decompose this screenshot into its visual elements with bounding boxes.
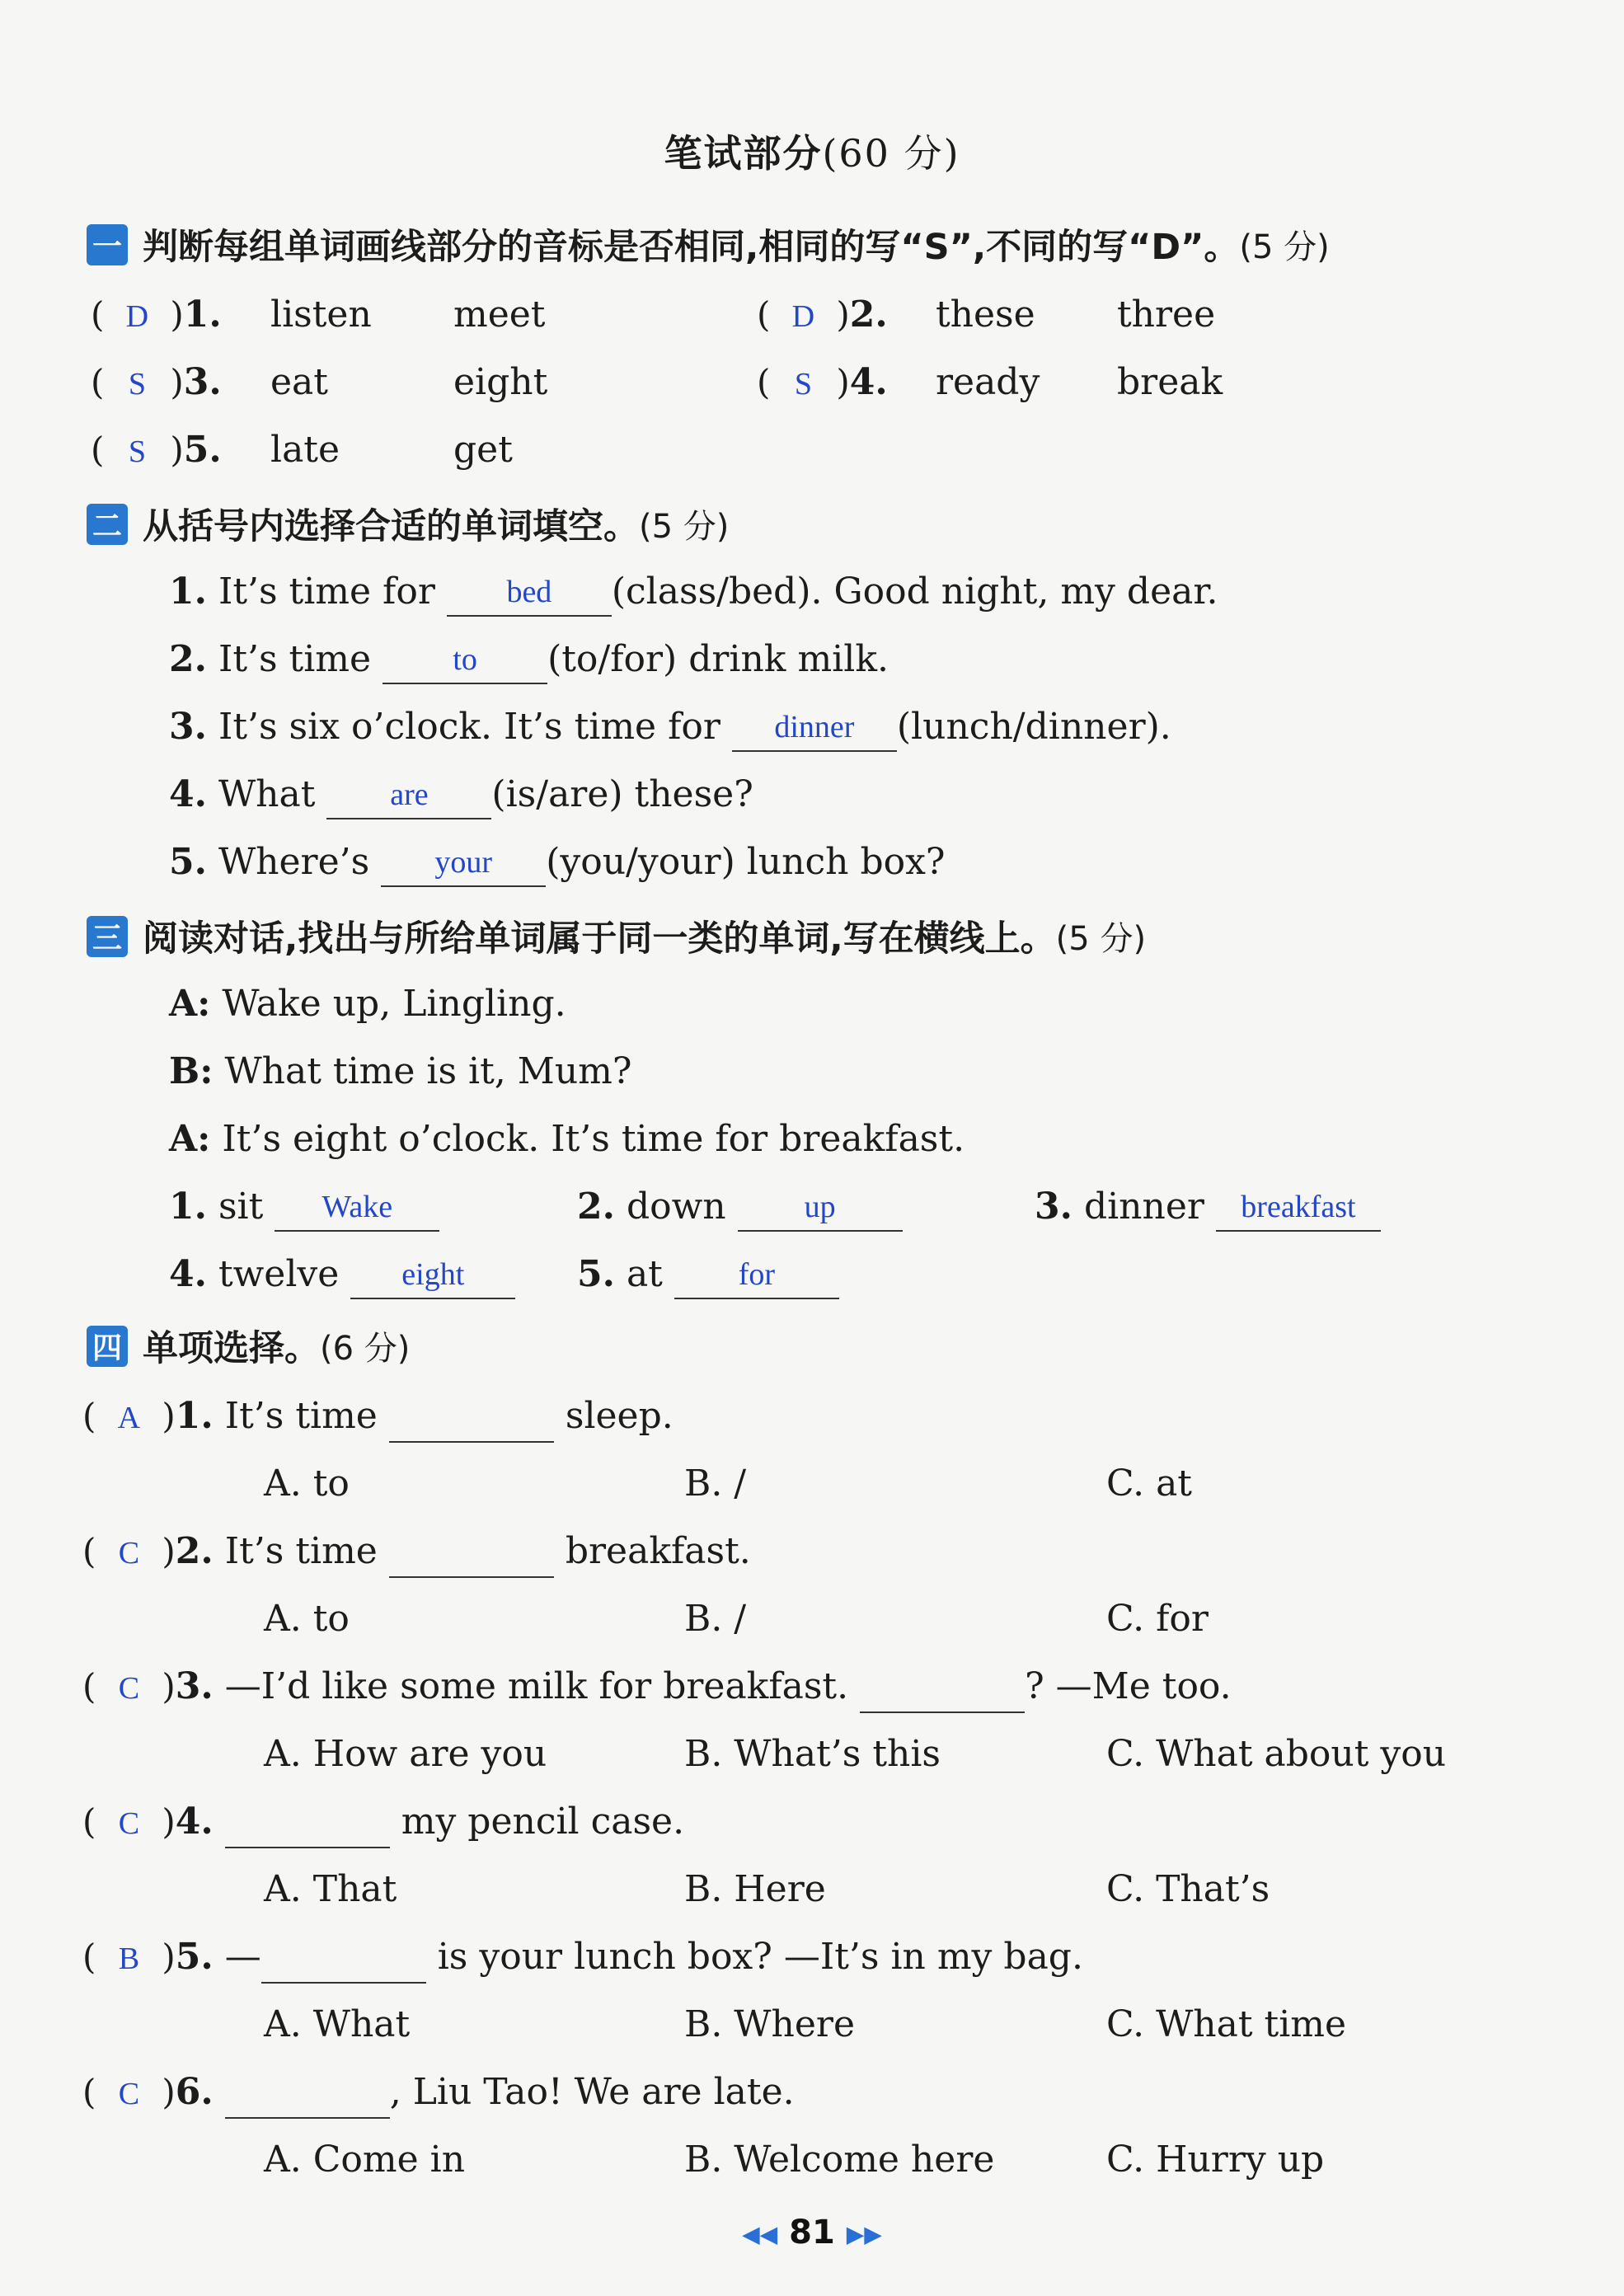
s3-item-1	[169, 1182, 439, 1232]
section-4-instruction: 单项选择。	[143, 1328, 320, 1369]
item-number: 1.	[169, 570, 207, 613]
s3-item-4	[169, 1250, 515, 1299]
item-number: 4.	[169, 773, 207, 815]
next-page-icon: ▶▶	[846, 2220, 882, 2248]
answer-text: S	[128, 367, 146, 401]
item-number: 6.	[175, 2071, 214, 2113]
title-score: (60 分)	[822, 131, 960, 176]
word: eight	[453, 361, 548, 403]
fill-blank: breakfast	[1216, 1190, 1381, 1232]
s1-item-3: ( S )3.	[91, 358, 222, 407]
s1-item-3-word-1	[270, 358, 328, 407]
s1-item-4: ( S )4.	[757, 358, 888, 407]
item-number: 3.	[169, 706, 207, 748]
item-number: 4.	[849, 361, 888, 403]
s4-item-1-option-b: B. /	[684, 1463, 747, 1505]
answer-text: B	[118, 1942, 140, 1976]
s1-item-1-word-1	[270, 290, 372, 340]
dialogue-text: What time is it, Mum?	[224, 1050, 632, 1092]
s3-item-3	[1035, 1182, 1381, 1232]
item-number: 3.	[183, 361, 222, 403]
s1-item-1: ( D )1.	[91, 290, 222, 340]
s4-item-4-option-a: A. That	[264, 1868, 397, 1910]
sentence-end: (class/bed). Good night, my dear.	[611, 570, 1218, 613]
sentence-end: (to/for) drink milk.	[547, 638, 889, 680]
section-1-instruction: 判断每组单词画线部分的音标是否相同,相同的写“S”,不同的写“D”。	[143, 227, 1240, 268]
s4-item-2-option-a: A. to	[264, 1598, 350, 1640]
s1-item-5-word-1	[270, 425, 340, 475]
s1-item-2-word-2	[1117, 290, 1215, 340]
s4-item-5-option-a: A. What	[264, 2003, 411, 2045]
s4-item-1-option-a: A. to	[264, 1463, 350, 1505]
item-number: 2.	[169, 638, 207, 680]
s4-item-3-option-b: B. What’s this	[684, 1733, 941, 1775]
question-end: sleep.	[565, 1395, 674, 1437]
item-number: 4.	[175, 1801, 214, 1843]
s1-item-5-word-2	[453, 425, 513, 475]
answer-text: S	[794, 367, 812, 401]
section-2-score: (5 分)	[639, 508, 730, 546]
dialogue-text: It’s eight o’clock. It’s time for breakfast.	[222, 1118, 965, 1160]
item-number: 2.	[849, 293, 888, 336]
given-word: down	[626, 1186, 726, 1228]
answer-text: C	[118, 2077, 140, 2111]
question-blank	[225, 1807, 390, 1848]
fill-blank: up	[738, 1190, 903, 1232]
given-word: dinner	[1083, 1186, 1204, 1228]
item-number: 2.	[577, 1186, 615, 1228]
question-end: , Liu Tao! We are late.	[389, 2071, 795, 2113]
s4-item-5-option-b: B. Where	[684, 2003, 855, 2045]
speaker: B:	[169, 1050, 214, 1092]
question-start: It’s time	[224, 1395, 378, 1437]
s4-item-6: ( C )6. , Liu Tao! We are late.	[82, 2068, 795, 2117]
s2-item-1	[169, 567, 1218, 617]
s4-item-3-option-c: C. What about you	[1106, 1733, 1447, 1775]
s4-item-6-option-a: A. Come in	[264, 2139, 466, 2181]
word: meet	[453, 293, 546, 336]
item-number: 1.	[183, 293, 222, 336]
s4-item-5: ( B )5. — is your lunch box? —It’s in my bag.	[82, 1932, 1083, 1982]
given-word: at	[626, 1253, 663, 1295]
item-number: 4.	[169, 1253, 207, 1295]
prev-page-icon: ◀◀	[742, 2220, 778, 2248]
question-blank	[225, 2078, 390, 2119]
word: eat	[270, 361, 328, 403]
fill-blank: your	[381, 846, 546, 887]
s4-item-1: ( A )1. It’s time sleep.	[82, 1392, 674, 1441]
sentence-end: (lunch/dinner).	[896, 706, 1171, 748]
sentence-start: It’s six o’clock. It’s time for	[218, 706, 720, 748]
section-2-instruction: 从括号内选择合适的单词填空。	[143, 506, 639, 547]
section-1-header	[87, 219, 1330, 270]
sentence-end: (you/your) lunch box?	[546, 841, 946, 883]
s4-item-6-option-c: C. Hurry up	[1106, 2139, 1325, 2181]
answer-text: C	[118, 1536, 140, 1571]
fill-blank: to	[383, 643, 547, 684]
section-3-instruction: 阅读对话,找出与所给单词属于同一类的单词,写在横线上。	[143, 918, 1056, 960]
fill-blank: are	[326, 778, 491, 819]
dialogue-line-3	[169, 1115, 965, 1164]
question-start: —I’d like some milk for breakfast.	[224, 1665, 849, 1707]
s2-item-4	[169, 770, 753, 819]
word: these	[936, 293, 1035, 336]
question-blank	[261, 1942, 426, 1984]
fill-blank: bed	[447, 575, 612, 617]
dialogue-line-1	[169, 979, 566, 1029]
answer-text: C	[118, 1671, 140, 1706]
fill-blank: eight	[350, 1258, 515, 1299]
section-4-badge: 四	[87, 1326, 128, 1367]
word: three	[1117, 293, 1216, 336]
s4-item-4-option-c: C. That’s	[1106, 1868, 1270, 1910]
given-word: sit	[218, 1186, 264, 1228]
fill-blank: Wake	[275, 1190, 439, 1232]
title-text: 笔试部分	[664, 131, 823, 176]
s4-item-4: ( C )4. my pencil case.	[82, 1797, 684, 1847]
s1-item-1-word-2	[453, 290, 545, 340]
s4-item-3: ( C )3. —I’d like some milk for breakfast. ? —Me too.	[82, 1662, 1232, 1711]
word: get	[453, 429, 513, 471]
s4-item-5-option-c: C. What time	[1106, 2003, 1347, 2045]
answer-text: S	[128, 434, 146, 469]
s1-item-5: ( S )5.	[91, 425, 222, 475]
question-start: —	[224, 1936, 261, 1978]
fill-blank: for	[674, 1258, 839, 1299]
word: listen	[270, 293, 372, 336]
speaker: A:	[169, 983, 211, 1025]
item-number: 5.	[577, 1253, 615, 1295]
s3-item-5	[577, 1250, 839, 1299]
section-4-header	[87, 1321, 410, 1371]
section-2-header	[87, 499, 729, 549]
item-number: 3.	[175, 1665, 214, 1707]
section-4-score: (6 分)	[320, 1330, 411, 1368]
answer-text: C	[118, 1806, 140, 1841]
s1-item-4-word-1	[936, 358, 1040, 407]
answer-text: D	[125, 299, 149, 334]
question-end: my pencil case.	[401, 1801, 685, 1843]
section-3-badge: 三	[87, 916, 128, 957]
fill-blank: dinner	[732, 711, 897, 752]
s4-item-2-option-b: B. /	[684, 1598, 747, 1640]
s2-item-5	[169, 838, 946, 887]
section-2-badge: 二	[87, 504, 128, 545]
question-start: It’s time	[224, 1530, 378, 1572]
s4-item-4-option-b: B. Here	[684, 1868, 826, 1910]
s1-item-3-word-2	[453, 358, 547, 407]
item-number: 5.	[175, 1936, 214, 1978]
sentence-start: Where’s	[218, 841, 370, 883]
sentence-start: What	[218, 773, 316, 815]
speaker: A:	[169, 1118, 211, 1160]
question-blank	[389, 1402, 554, 1443]
s4-item-3-option-a: A. How are you	[264, 1733, 547, 1775]
answer-text: A	[117, 1401, 141, 1435]
sentence-end: (is/are) these?	[491, 773, 753, 815]
item-number: 3.	[1035, 1186, 1072, 1228]
sentence-start: It’s time	[218, 638, 372, 680]
item-number: 2.	[175, 1530, 214, 1572]
question-blank	[389, 1537, 554, 1578]
s3-item-2	[577, 1182, 903, 1232]
s4-item-2: ( C )2. It’s time breakfast.	[82, 1527, 751, 1576]
item-number: 5.	[183, 429, 222, 471]
item-number: 5.	[169, 841, 207, 883]
question-blank	[860, 1672, 1025, 1713]
word: ready	[936, 361, 1040, 403]
question-end: ? —Me too.	[1025, 1665, 1232, 1707]
question-end: is your lunch box? —It’s in my bag.	[437, 1936, 1083, 1978]
s1-item-2-word-1	[936, 290, 1035, 340]
s4-item-6-option-b: B. Welcome here	[684, 2139, 995, 2181]
question-end: breakfast.	[565, 1530, 751, 1572]
dialogue-text: Wake up, Lingling.	[222, 983, 566, 1025]
page-number: 81	[789, 2214, 835, 2251]
given-word: twelve	[218, 1253, 340, 1295]
s1-item-2: ( D )2.	[757, 290, 888, 340]
item-number: 1.	[175, 1395, 214, 1437]
item-number: 1.	[169, 1186, 207, 1228]
section-3-header	[87, 911, 1146, 961]
word: late	[270, 429, 340, 471]
s4-item-1-option-c: C. at	[1106, 1463, 1192, 1505]
sentence-start: It’s time for	[218, 570, 435, 613]
page-number-footer	[0, 2214, 1624, 2251]
section-3-score: (5 分)	[1055, 920, 1147, 958]
dialogue-line-2	[169, 1047, 631, 1096]
word: break	[1117, 361, 1223, 403]
s1-item-4-word-2	[1117, 358, 1223, 407]
page-title	[0, 124, 1624, 178]
s2-item-2	[169, 635, 889, 684]
s2-item-3	[169, 702, 1171, 752]
section-1-badge: 一	[87, 224, 128, 265]
answer-text: D	[791, 299, 815, 334]
section-1-score: (5 分)	[1239, 228, 1330, 266]
s4-item-2-option-c: C. for	[1106, 1598, 1209, 1640]
